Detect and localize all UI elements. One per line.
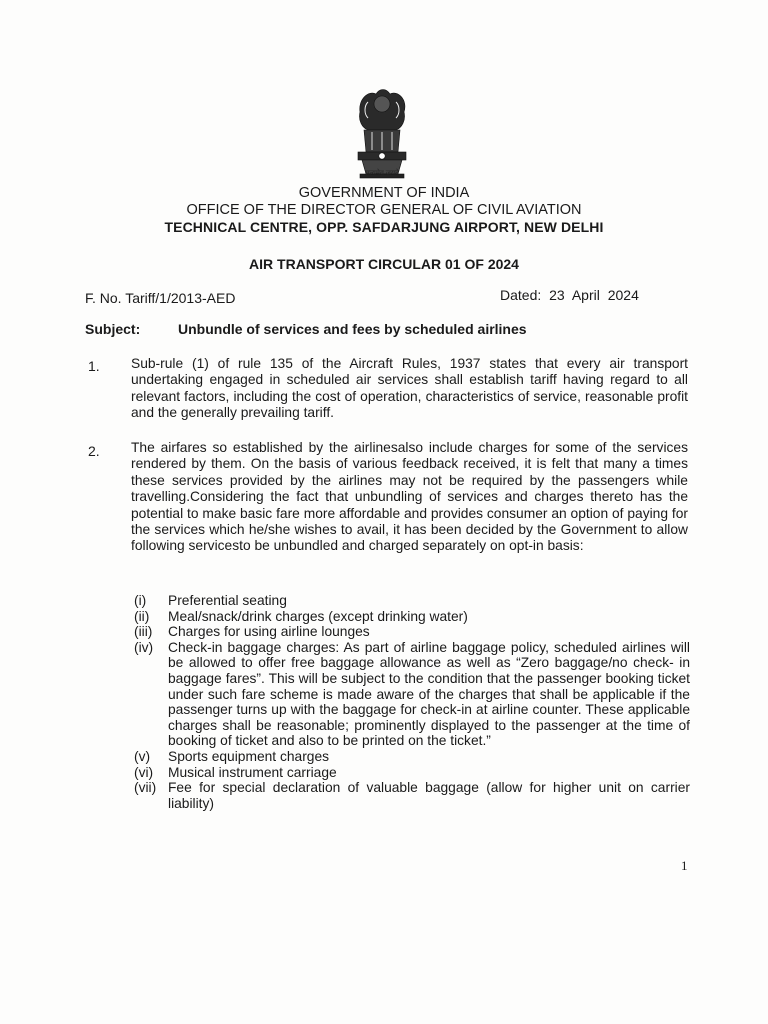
item-text: Fee for special declaration of valuable baggage (allow for higher unit on carrier liability) <box>168 780 690 811</box>
item-number: (ii) <box>134 608 150 624</box>
item-number: (iii) <box>134 624 153 640</box>
item-text: Meal/snack/drink charges (except drinking water) <box>168 608 468 624</box>
header-government: GOVERNMENT OF INDIA <box>298 185 470 201</box>
file-number: F. No. Tariff/1/2013-AED <box>85 290 236 306</box>
paragraph-2: The airfares so established by the airlinesalso include charges for some of the services rendered by them. On the basis of various feedback received, it is felt that many a times these services provided by the airlines may not be required by the passengers while travelling.Considering the fact that unbundling of services and charges thereto has the potential to make basic fare more affordable and provides consumer an option of paying for the services which he/she wishes to avail, it has been decided by the Government to allow following servicesto be unbundled and charged separately on opt-in basis: <box>131 440 688 554</box>
page-number: 1 <box>681 858 688 873</box>
header-office: OFFICE OF THE DIRECTOR GENERAL OF CIVIL AVIATION <box>186 202 582 218</box>
list-item <box>134 640 690 749</box>
item-text: Sports equipment charges <box>168 748 330 764</box>
list-item <box>134 780 690 811</box>
item-text: Charges for using airline lounges <box>168 624 370 640</box>
circular-title: AIR TRANSPORT CIRCULAR 01 OF 2024 <box>249 256 519 272</box>
services-list <box>134 593 690 811</box>
subject-label: Subject: <box>85 321 141 337</box>
paragraph-1: Sub-rule (1) of rule 135 of the Aircraft Rules, 1937 states that every air transport undertaking engaged in scheduled air services shall establish tariff having regard to all relevant factors, including the cost of operation, characteristics of service, reasonable profit and the generally prevailing tariff. <box>131 356 688 421</box>
item-number: (vi) <box>134 764 154 780</box>
item-text: Musical instrument carriage <box>168 764 337 780</box>
item-number: (vii) <box>134 780 157 796</box>
list-item <box>134 624 690 640</box>
item-text: Check-in baggage charges: As part of airline baggage policy, scheduled airlines will be allowed to offer free baggage allowance as well as “Zero baggage/no check- in baggage fares”. This will be subject to the condition that the passenger booking ticket under such fare scheme is made aware of the charges that shall be applicable if the passenger turns up with the baggage for check-in at airline counter. These applicable charges shall be reasonable; prominently displayed to the passenger at the time of booking of ticket and also to be printed on the ticket.” <box>168 639 690 749</box>
list-item <box>134 749 690 765</box>
list-item <box>134 609 690 625</box>
item-text: Preferential seating <box>168 593 287 608</box>
date: Dated: 23 April 2024 <box>500 287 639 303</box>
list-item <box>134 593 690 609</box>
item-number: (i) <box>134 593 147 608</box>
item-number: (v) <box>134 748 151 764</box>
header-address: TECHNICAL CENTRE, OPP. SAFDARJUNG AIRPORT, NEW DELHI <box>164 219 604 235</box>
item-number: (iv) <box>134 639 154 655</box>
national-emblem-icon <box>346 82 418 182</box>
paragraph-number: 1. <box>88 358 100 374</box>
emblem-motto: सत्यमेव जयते <box>364 170 400 177</box>
list-item <box>134 765 690 781</box>
paragraph-number: 2. <box>88 443 100 459</box>
subject-text: Unbundle of services and fees by scheduled airlines <box>178 321 527 337</box>
